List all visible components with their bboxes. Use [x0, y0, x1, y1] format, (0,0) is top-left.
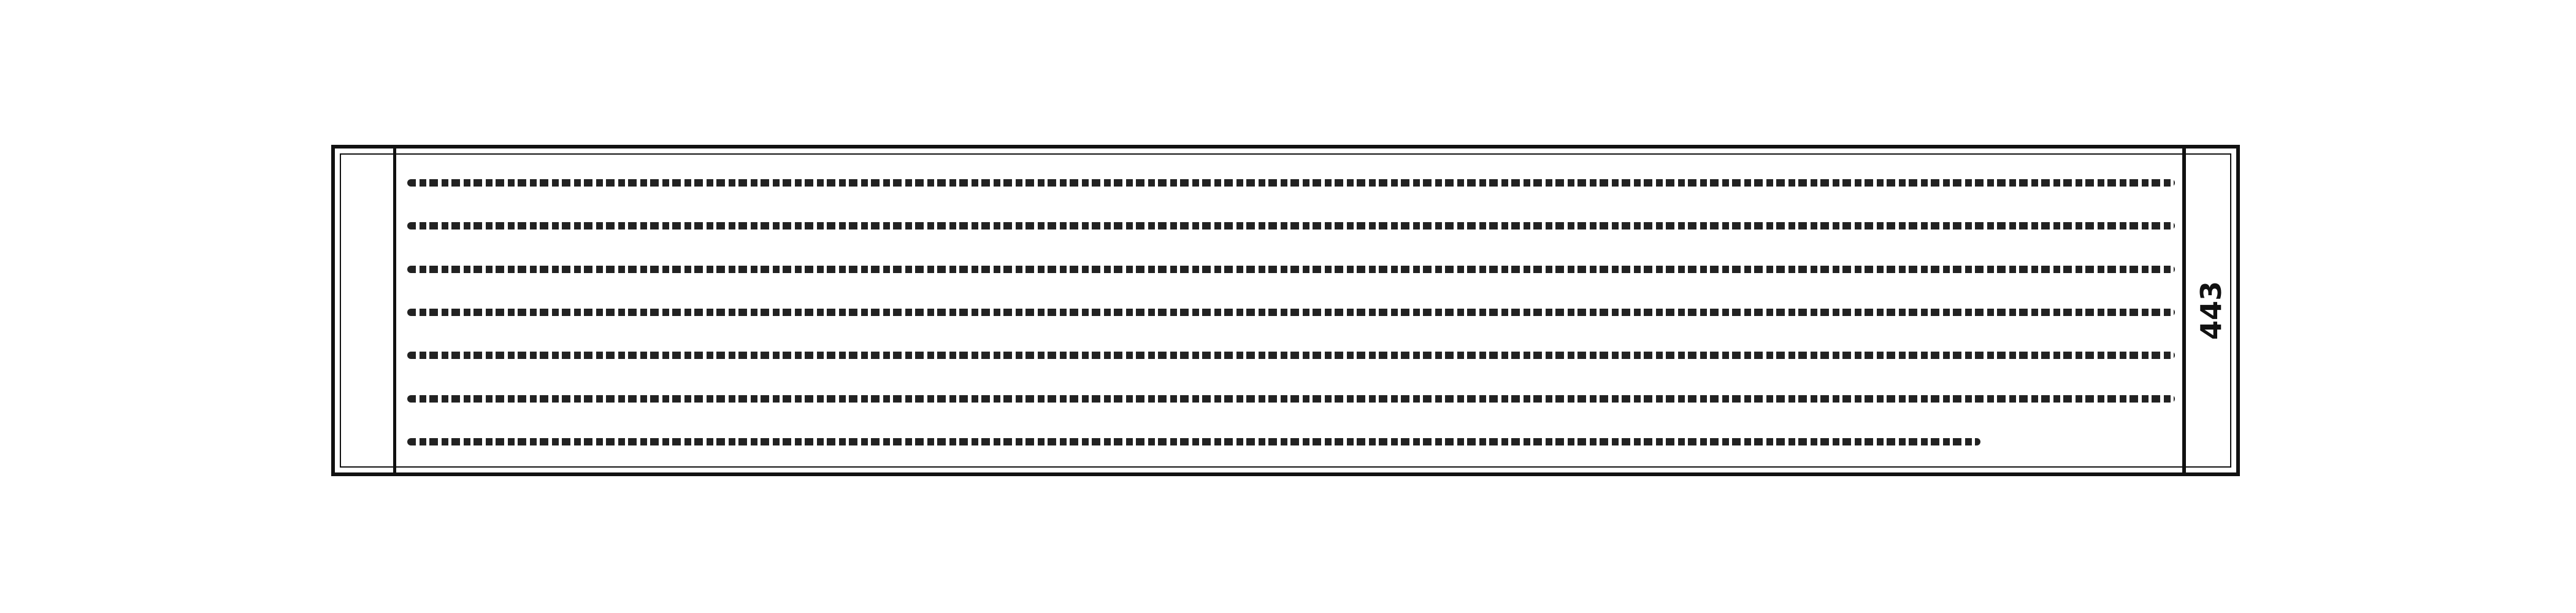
right-margin	[2182, 148, 2236, 472]
text-line-1	[407, 160, 2175, 202]
line-ink	[407, 222, 2175, 229]
text-line-4	[407, 289, 2175, 332]
line-text	[407, 273, 408, 274]
text-block	[407, 160, 2175, 461]
left-margin	[335, 148, 396, 472]
page-number: 443	[2195, 280, 2228, 341]
text-line-2	[407, 202, 2175, 245]
manuscript-folio	[331, 145, 2240, 476]
line-text	[407, 316, 408, 317]
line-ink	[407, 352, 2175, 359]
line-text	[407, 445, 408, 446]
line-ink	[407, 438, 1980, 445]
text-line-5	[407, 332, 2175, 375]
line-text	[407, 359, 408, 360]
text-line-7	[407, 418, 2175, 461]
line-ink	[407, 395, 2175, 403]
text-line-3	[407, 246, 2175, 289]
line-text	[407, 229, 408, 230]
line-ink	[407, 309, 2175, 316]
text-line-6	[407, 376, 2175, 418]
line-ink	[407, 266, 2175, 273]
line-ink	[407, 179, 2175, 187]
